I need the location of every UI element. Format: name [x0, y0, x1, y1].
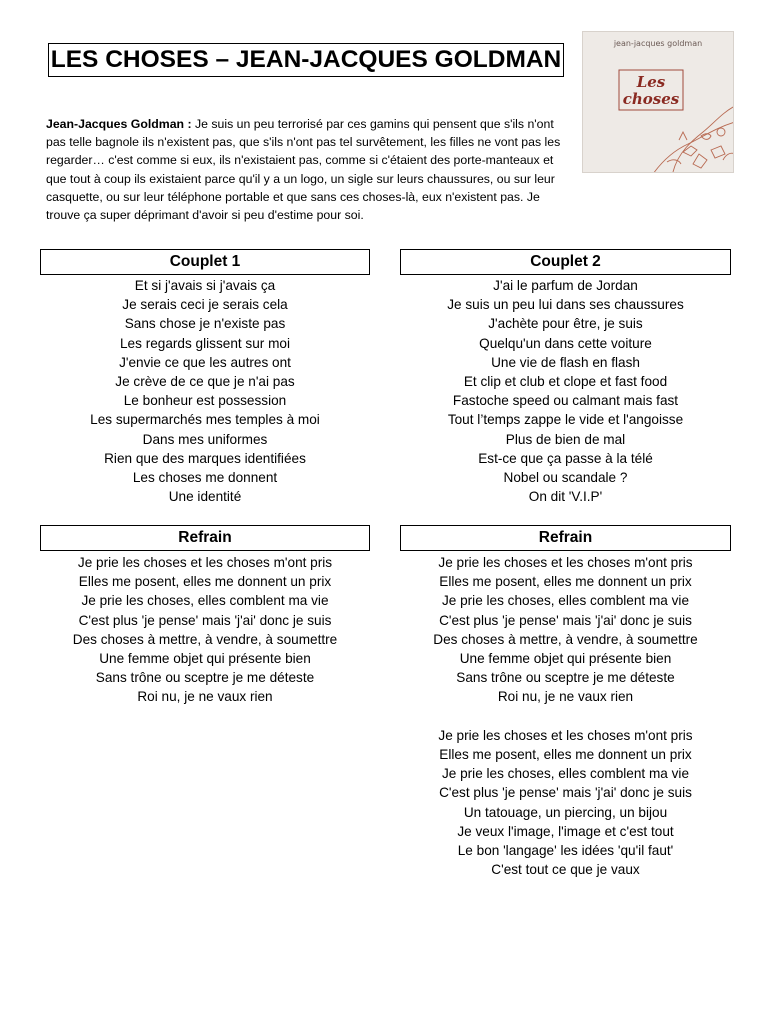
- lyric-line: Le bonheur est possession: [123, 393, 287, 409]
- cover-title-line2: choses: [622, 90, 680, 108]
- lyric-line: Et si j'avais si j'avais ça: [134, 278, 276, 293]
- album-cover: [582, 31, 734, 173]
- lyric-line: Des choses à mettre, à vendre, à soumettre: [72, 631, 338, 647]
- lyric-line: Je prie les choses, elles comblent ma vie: [441, 593, 690, 609]
- page-title: LES CHOSES – JEAN-JACQUES GOLDMAN: [48, 43, 564, 77]
- lyric-line: Roi nu, je ne vaux rien: [497, 689, 634, 705]
- lyric-line: Les choses me donnent: [132, 470, 278, 486]
- lyric-line: Elles me posent, elles me donnent un prix: [439, 747, 692, 763]
- lyric-line: Le bon 'langage' les idées 'qu'il faut': [457, 843, 674, 859]
- lyric-line: C'est plus 'je pense' mais 'j'ai' donc je suis: [439, 612, 692, 628]
- lyric-line: Sans trône ou sceptre je me déteste: [95, 670, 315, 686]
- lyric-line: Les regards glissent sur moi: [120, 335, 290, 351]
- lyric-line: Je prie les choses, elles comblent ma vie: [441, 766, 690, 782]
- refrain1-lyrics: [40, 553, 370, 707]
- refrain2-lyrics: [400, 553, 731, 879]
- lyric-line: Rien que des marques identifiées: [104, 450, 306, 466]
- lyric-line: Fastoche speed ou calmant mais fast: [452, 393, 679, 409]
- intro-speaker: Jean-Jacques Goldman :: [46, 117, 192, 131]
- couplet2-lyrics: [400, 276, 731, 506]
- lyric-line: [400, 707, 731, 726]
- lyric-line: Un tatouage, un piercing, un bijou: [463, 804, 668, 820]
- couplet2-heading: Couplet 2: [400, 249, 731, 275]
- refrain2-heading: Refrain: [400, 525, 731, 551]
- lyric-line: On dit 'V.I.P': [528, 489, 603, 505]
- lyric-line: Une femme objet qui présente bien: [459, 651, 672, 667]
- lyric-line: Quelqu'un dans cette voiture: [479, 335, 652, 351]
- lyric-line: Je prie les choses et les choses m'ont pris: [438, 727, 693, 743]
- lyric-line: Elles me posent, elles me donnent un prix: [78, 574, 332, 590]
- lyric-line: Tout l’temps zappe le vide et l'angoisse: [447, 412, 684, 428]
- lyric-line: C'est plus 'je pense' mais 'j'ai' donc je suis: [439, 785, 692, 801]
- cover-title-line1: Les: [636, 73, 666, 91]
- couplet1-heading: Couplet 1: [40, 249, 370, 275]
- lyric-line: Plus de bien de mal: [505, 431, 626, 447]
- lyric-line: Nobel ou scandale ?: [503, 470, 628, 486]
- lyric-line: Les supermarchés mes temples à moi: [90, 412, 320, 428]
- cover-artist: jean-jacques goldman: [613, 39, 703, 48]
- lyric-line: J'envie ce que les autres ont: [119, 354, 291, 370]
- lyric-line: Je prie les choses, elles comblent ma vie: [81, 593, 329, 609]
- lyric-line: Une vie de flash en flash: [491, 354, 640, 370]
- lyric-line: Dans mes uniformes: [142, 431, 268, 447]
- lyric-line: Je suis un peu lui dans ses chaussures: [447, 297, 684, 313]
- refrain1-heading: Refrain: [40, 525, 370, 551]
- lyric-line: Des choses à mettre, à vendre, à soumettre: [433, 631, 698, 647]
- lyric-line: J'achète pour être, je suis: [488, 316, 643, 332]
- lyric-line: J'ai le parfum de Jordan: [493, 278, 638, 293]
- lyric-line: Une femme objet qui présente bien: [99, 651, 311, 667]
- lyric-line: Je prie les choses et les choses m'ont pris: [438, 555, 693, 570]
- lyric-line: Je veux l'image, l'image et c'est tout: [457, 823, 674, 839]
- lyric-line: Roi nu, je ne vaux rien: [137, 689, 273, 705]
- lyric-line: Et clip et club et clope et fast food: [463, 374, 668, 390]
- lyric-line: Je prie les choses et les choses m'ont pris: [77, 555, 333, 570]
- intro-paragraph: [46, 115, 576, 224]
- lyric-line: Elles me posent, elles me donnent un prix: [439, 574, 692, 590]
- lyric-line: C'est plus 'je pense' mais 'j'ai' donc je suis: [78, 612, 332, 628]
- lyric-line: Est-ce que ça passe à la télé: [478, 450, 653, 466]
- lyric-line: C'est tout ce que je vaux: [491, 862, 640, 878]
- lyric-line: Je crève de ce que je n'ai pas: [115, 374, 295, 390]
- lyric-line: Sans trône ou sceptre je me déteste: [456, 670, 675, 686]
- lyric-line: Sans chose je n'existe pas: [124, 316, 286, 332]
- lyric-line: Je serais ceci je serais cela: [122, 297, 288, 313]
- couplet1-lyrics: [40, 276, 370, 506]
- album-cover-art: [583, 32, 734, 173]
- lyric-line: Une identité: [168, 489, 242, 505]
- intro-text: Je suis un peu terrorisé par ces gamins qui pensent que s'ils n'ont pas telle bagnole ils n'existent pas, que s'ils n'ont pas tel survêtement, les filles ne vont pas les regarder… c'est comme si eux, ils n'existaient pas, comme si c'étaient des porte-manteaux et que tout à coup ils existaient parce qu'il y a un logo, un sigle sur leurs chaussures, ou sur leur casquette, ou sur leur téléphone portable et que sans ces choses-là, eux n'existent pas. Je trouve ça super déprimant d'avoir si peu d'estime pour soi.: [46, 117, 561, 223]
